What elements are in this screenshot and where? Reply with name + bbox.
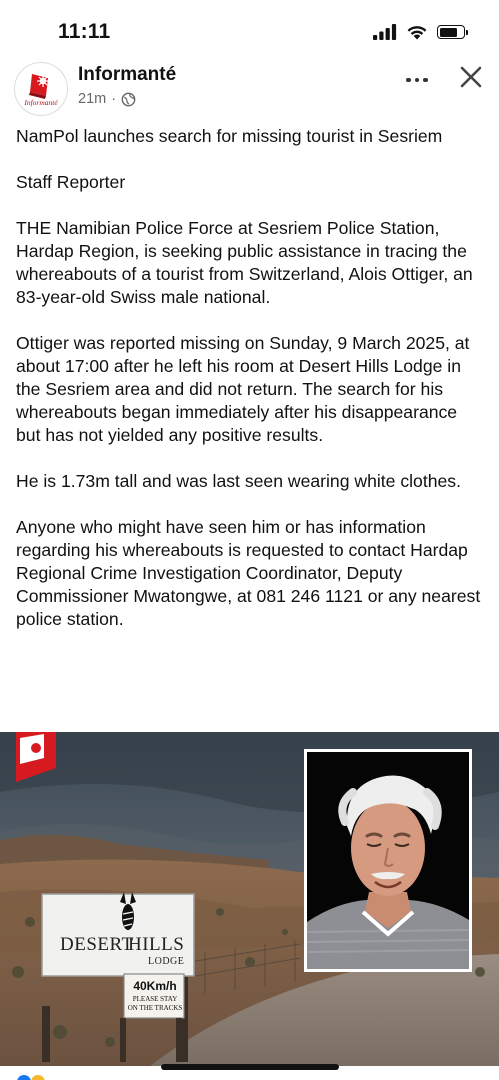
close-icon[interactable] [456,62,486,92]
post-timestamp[interactable]: 21m [78,91,107,107]
post-paragraph: Ottiger was reported missing on Sunday, 9 March 2025, at about 17:00 after he left his room at Desert Hills Lodge in the Sesriem area and did not return. The search for his whereabouts began immediately after his disappearance but has not yielded any positive results. [16,333,470,445]
post-headline: NamPol launches search for missing tourist in Sesriem [16,126,443,146]
globe-icon [121,92,136,107]
more-options-button[interactable] [400,66,434,94]
sign-desert-text: DESERT [60,934,134,955]
post-body [16,125,486,654]
sign-hills-text: HILLS [128,934,185,955]
post-meta [78,91,136,107]
sign-lodge-text: LODGE [148,956,185,967]
reaction-icons[interactable] [16,1074,56,1080]
page-avatar[interactable] [14,62,68,116]
speed-limit-text: 40Km/h [133,979,177,993]
post-byline: Staff Reporter [16,172,126,192]
meta-separator: · [111,91,117,107]
more-dot [415,78,420,83]
post-paragraph: Anyone who might have seen him or has information regarding his whereabouts is requested to contact Hardap Regional Crime Investigation Coordinator, Deputy Commissioner Mwatongwe, at 081 246 1121 or any nearest police station. [16,517,481,629]
battery-level [440,28,458,37]
status-bar [0,0,499,62]
post-paragraph: He is 1.73m tall and was last seen wearing white clothes. [16,471,461,491]
sign-tracks-text: ON THE TRACKS [127,1004,183,1012]
post-header [0,60,499,120]
sign-stay-text: PLEASE STAY [132,995,178,1003]
post-image[interactable] [0,732,499,1066]
home-indicator[interactable] [161,1064,339,1070]
informante-logo-icon [15,63,68,116]
more-dot [406,78,411,83]
post-paragraph: THE Namibian Police Force at Sesriem Police Station, Hardap Region, is seeking public assistance in tracing the whereabouts of a tourist from Switzerland, Alois Ottiger, an 83-year-old Swiss male national. [16,218,473,307]
more-dot [423,78,428,83]
page-name-link[interactable]: Informanté [78,64,177,85]
status-icons [373,24,465,40]
battery-icon [437,25,465,39]
cellular-signal-icon [373,24,397,40]
status-time: 11:11 [58,20,111,43]
wifi-icon [406,24,428,40]
missing-person-photo [307,752,469,969]
missing-person-photo-frame [304,749,472,972]
avatar-logo-text: Informanté [24,98,58,107]
